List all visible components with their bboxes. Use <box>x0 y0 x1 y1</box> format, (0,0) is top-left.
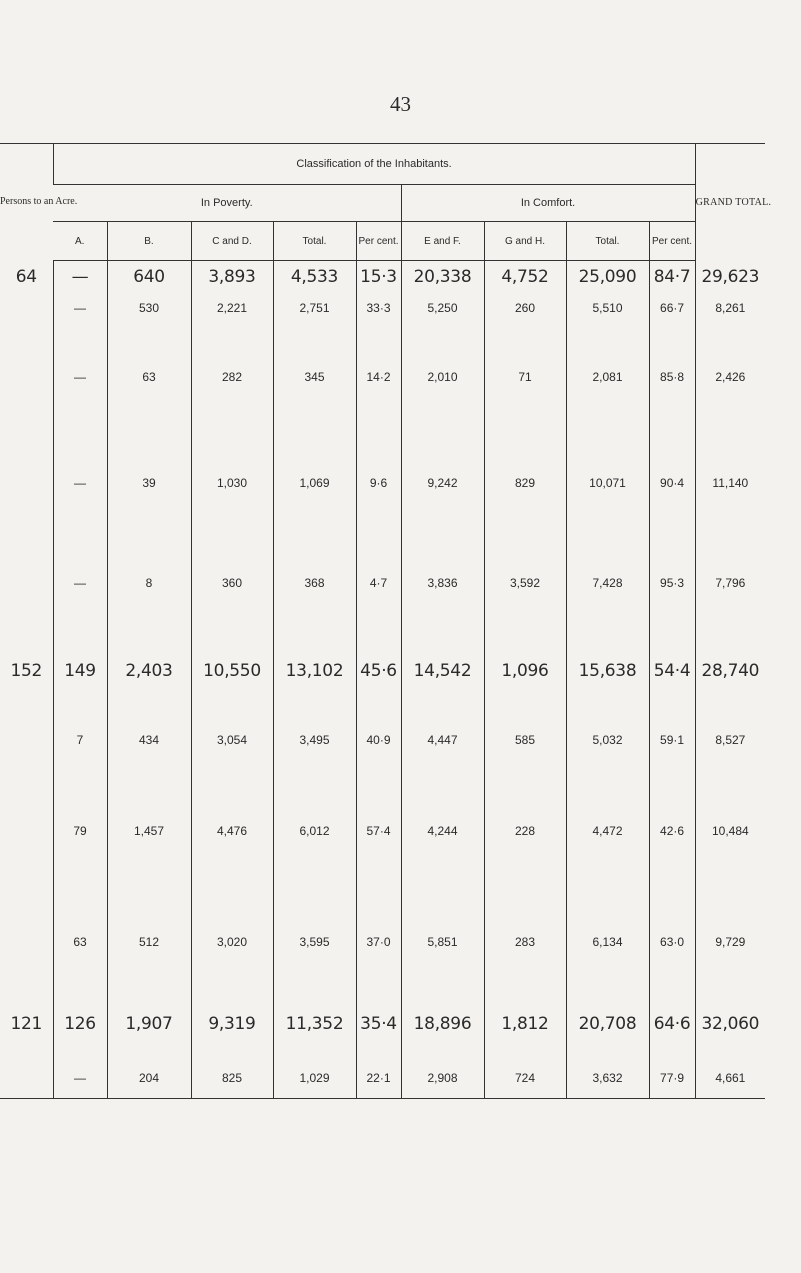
poverty-per-cent-cell: 40·9 <box>356 711 401 769</box>
comfort-per-cent-cell: 77·9 <box>649 1058 695 1099</box>
header-col-e-and-f: E and F. <box>401 222 484 261</box>
poverty-per-cent-cell: 33·3 <box>356 293 401 324</box>
comfort-per-cent-cell: 63·0 <box>649 893 695 991</box>
comfort-per-cent-cell: 95·3 <box>649 536 695 631</box>
inhabitants-classification-table <box>0 143 772 1099</box>
poverty-total-cell: 13,102 <box>273 631 356 711</box>
header-grand-total: GRAND TOTAL. <box>695 144 765 261</box>
grand-total-cell: 28,740 <box>695 631 765 711</box>
e-and-f-cell: 3,836 <box>401 536 484 631</box>
poverty-per-cent-cell: 57·4 <box>356 769 401 893</box>
header-in-poverty: In Poverty. <box>53 185 401 222</box>
poverty-per-cent-cell: 4·7 <box>356 536 401 631</box>
b-cell: 8 <box>107 536 191 631</box>
c-and-d-cell: 1,030 <box>191 430 273 536</box>
a-cell: — <box>53 1058 107 1099</box>
grand-total-cell: 8,261 <box>695 293 765 324</box>
b-cell: 2,403 <box>107 631 191 711</box>
table-row <box>0 631 765 711</box>
header-classification: Classification of the Inhabitants. <box>53 144 695 185</box>
persons-cell: 152 <box>10 660 43 681</box>
grand-total-cell: 10,484 <box>695 769 765 893</box>
grand-total-cell: 2,426 <box>695 324 765 430</box>
table-row <box>0 261 765 293</box>
persons-cell <box>0 893 53 991</box>
comfort-per-cent-cell: 66·7 <box>649 293 695 324</box>
poverty-total-cell: 1,069 <box>273 430 356 536</box>
table-row <box>0 711 765 769</box>
comfort-total-cell: 4,472 <box>566 769 649 893</box>
header-col-poverty-total: Total. <box>273 222 356 261</box>
persons-cell <box>0 711 53 769</box>
comfort-per-cent-cell: 54·4 <box>649 631 695 711</box>
e-and-f-cell: 2,908 <box>401 1058 484 1099</box>
poverty-total-cell: 2,751 <box>273 293 356 324</box>
poverty-per-cent-cell: 15·3 <box>356 261 401 293</box>
poverty-per-cent-cell: 45·6 <box>356 631 401 711</box>
persons-cell: 121 <box>10 1014 43 1034</box>
comfort-total-cell: 5,510 <box>566 293 649 324</box>
header-col-b: B. <box>107 222 191 261</box>
b-cell: 530 <box>107 293 191 324</box>
e-and-f-cell: 20,338 <box>401 261 484 293</box>
poverty-total-cell: 3,495 <box>273 711 356 769</box>
a-cell: — <box>53 536 107 631</box>
e-and-f-cell: 9,242 <box>401 430 484 536</box>
c-and-d-cell: 10,550 <box>191 631 273 711</box>
e-and-f-cell: 5,851 <box>401 893 484 991</box>
e-and-f-cell: 14,542 <box>401 631 484 711</box>
comfort-per-cent-cell: 64·6 <box>649 991 695 1058</box>
poverty-total-cell: 345 <box>273 324 356 430</box>
poverty-per-cent-cell: 22·1 <box>356 1058 401 1099</box>
poverty-per-cent-cell: 9·6 <box>356 430 401 536</box>
a-cell: 63 <box>53 893 107 991</box>
table-row <box>0 991 765 1058</box>
comfort-total-cell: 3,632 <box>566 1058 649 1099</box>
comfort-total-cell: 20,708 <box>566 991 649 1058</box>
b-cell: 512 <box>107 893 191 991</box>
comfort-total-cell: 5,032 <box>566 711 649 769</box>
persons-cell <box>0 1058 53 1099</box>
c-and-d-cell: 2,221 <box>191 293 273 324</box>
c-and-d-cell: 3,054 <box>191 711 273 769</box>
a-cell: — <box>53 293 107 324</box>
a-cell: — <box>53 261 107 293</box>
b-cell: 39 <box>107 430 191 536</box>
table-row <box>0 1058 765 1099</box>
table-row <box>0 430 765 536</box>
header-col-comfort-per-cent: Per cent. <box>649 222 695 261</box>
header-in-comfort: In Comfort. <box>401 185 695 222</box>
persons-cell <box>0 293 53 324</box>
comfort-per-cent-cell: 90·4 <box>649 430 695 536</box>
a-cell: — <box>53 324 107 430</box>
a-cell: — <box>53 430 107 536</box>
c-and-d-cell: 3,020 <box>191 893 273 991</box>
b-cell: 434 <box>107 711 191 769</box>
poverty-per-cent-cell: 37·0 <box>356 893 401 991</box>
table-row <box>0 536 765 631</box>
grand-total-cell: 8,527 <box>695 711 765 769</box>
grand-total-cell: 7,796 <box>695 536 765 631</box>
e-and-f-cell: 2,010 <box>401 324 484 430</box>
e-and-f-cell: 4,244 <box>401 769 484 893</box>
c-and-d-cell: 4,476 <box>191 769 273 893</box>
header-col-g-and-h: G and H. <box>484 222 566 261</box>
b-cell: 640 <box>107 261 191 293</box>
comfort-total-cell: 10,071 <box>566 430 649 536</box>
persons-cell <box>0 536 53 631</box>
c-and-d-cell: 282 <box>191 324 273 430</box>
b-cell: 1,457 <box>107 769 191 893</box>
page-number: 43 <box>390 92 411 116</box>
poverty-total-cell: 368 <box>273 536 356 631</box>
grand-total-cell: 32,060 <box>695 991 765 1058</box>
grand-total-cell: 4,661 <box>695 1058 765 1099</box>
g-and-h-cell: 283 <box>484 893 566 991</box>
comfort-total-cell: 25,090 <box>566 261 649 293</box>
poverty-total-cell: 3,595 <box>273 893 356 991</box>
header-col-a: A. <box>53 222 107 261</box>
comfort-total-cell: 7,428 <box>566 536 649 631</box>
poverty-per-cent-cell: 14·2 <box>356 324 401 430</box>
g-and-h-cell: 585 <box>484 711 566 769</box>
poverty-total-cell: 1,029 <box>273 1058 356 1099</box>
table-body <box>0 261 765 1099</box>
table-row <box>0 293 765 324</box>
b-cell: 63 <box>107 324 191 430</box>
table-row <box>0 324 765 430</box>
header-col-comfort-total: Total. <box>566 222 649 261</box>
poverty-total-cell: 6,012 <box>273 769 356 893</box>
a-cell: 126 <box>53 991 107 1058</box>
c-and-d-cell: 825 <box>191 1058 273 1099</box>
e-and-f-cell: 5,250 <box>401 293 484 324</box>
comfort-total-cell: 2,081 <box>566 324 649 430</box>
g-and-h-cell: 260 <box>484 293 566 324</box>
g-and-h-cell: 1,096 <box>484 631 566 711</box>
g-and-h-cell: 3,592 <box>484 536 566 631</box>
c-and-d-cell: 360 <box>191 536 273 631</box>
persons-cell <box>0 769 53 893</box>
grand-total-cell: 11,140 <box>695 430 765 536</box>
e-and-f-cell: 18,896 <box>401 991 484 1058</box>
c-and-d-cell: 9,319 <box>191 991 273 1058</box>
e-and-f-cell: 4,447 <box>401 711 484 769</box>
grand-total-cell: 29,623 <box>695 261 765 293</box>
comfort-total-cell: 6,134 <box>566 893 649 991</box>
poverty-per-cent-cell: 35·4 <box>356 991 401 1058</box>
persons-cell <box>0 430 53 536</box>
g-and-h-cell: 228 <box>484 769 566 893</box>
a-cell: 149 <box>53 631 107 711</box>
table-row <box>0 893 765 991</box>
persons-cell <box>0 324 53 430</box>
poverty-total-cell: 11,352 <box>273 991 356 1058</box>
persons-cell: 64 <box>15 266 37 287</box>
header-col-c-and-d: C and D. <box>191 222 273 261</box>
poverty-total-cell: 4,533 <box>273 261 356 293</box>
comfort-per-cent-cell: 84·7 <box>649 261 695 293</box>
table-row <box>0 769 765 893</box>
b-cell: 1,907 <box>107 991 191 1058</box>
g-and-h-cell: 4,752 <box>484 261 566 293</box>
a-cell: 79 <box>53 769 107 893</box>
g-and-h-cell: 71 <box>484 324 566 430</box>
comfort-per-cent-cell: 59·1 <box>649 711 695 769</box>
g-and-h-cell: 1,812 <box>484 991 566 1058</box>
comfort-total-cell: 15,638 <box>566 631 649 711</box>
header-col-poverty-per-cent: Per cent. <box>356 222 401 261</box>
a-cell: 7 <box>53 711 107 769</box>
comfort-per-cent-cell: 85·8 <box>649 324 695 430</box>
b-cell: 204 <box>107 1058 191 1099</box>
g-and-h-cell: 829 <box>484 430 566 536</box>
comfort-per-cent-cell: 42·6 <box>649 769 695 893</box>
header-persons-per-acre: Persons to an Acre. <box>0 144 53 261</box>
g-and-h-cell: 724 <box>484 1058 566 1099</box>
grand-total-cell: 9,729 <box>695 893 765 991</box>
c-and-d-cell: 3,893 <box>191 261 273 293</box>
